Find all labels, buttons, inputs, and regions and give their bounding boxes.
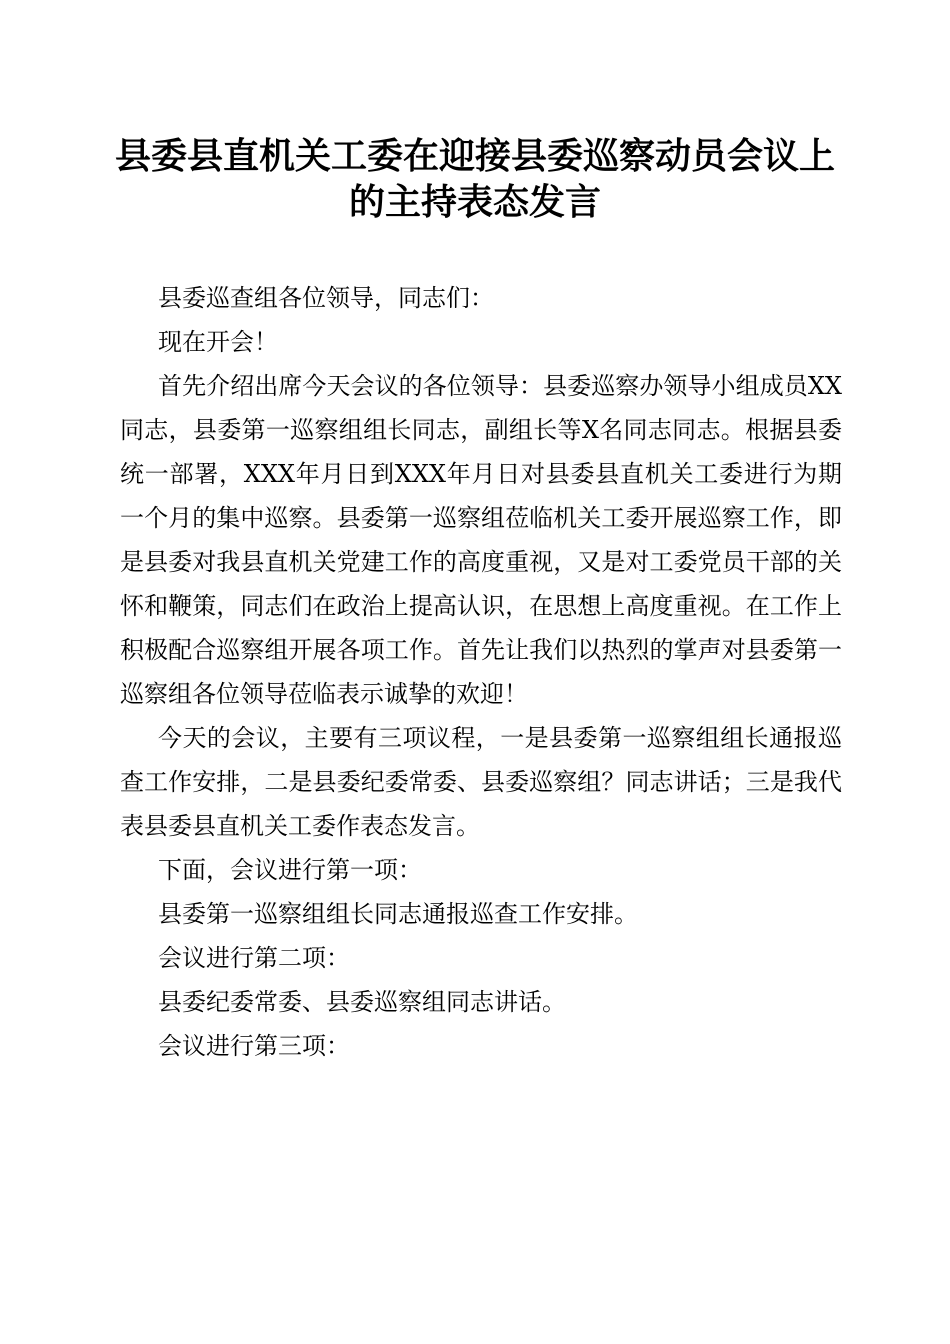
paragraph-agenda: 今天的会议，主要有三项议程，一是县委第一巡察组组长通报巡查工作安排，二是县委纪委常委、县委巡察组？同志讲话；三是我代表县委县直机关工委作表态发言。 — [120, 724, 842, 840]
paragraph-item-1-content: 县委第一巡察组组长同志通报巡查工作安排。 — [158, 900, 638, 928]
paragraph-item-2-heading: 会议进行第二项： — [158, 944, 350, 972]
paragraph-introduction: 首先介绍出席今天会议的各位领导：县委巡察办领导小组成员XX同志，县委第一巡察组组长同志，副组长等X名同志同志。根据县委统一部署，XXX年月日到XXX年月日对县委县直机关工委进行为期一个月的集中巡察。县委第一巡察组莅临机关工委开展巡察工作，即是县委对我县直机关党建工作的高度重视，又是对工委党员干部的关怀和鞭策，同志们在政治上提高认识，在思想上高度重视。在工作上积极配合巡察组开展各项工作。首先让我们以热烈的掌声对县委第一巡察组各位领导莅临表示诚挚的欢迎！ — [120, 372, 842, 708]
title-line-2: 的主持表态发言 — [348, 181, 601, 223]
paragraph-salutation: 县委巡查组各位领导，同志们： — [158, 284, 494, 312]
paragraph-item-1-heading: 下面，会议进行第一项： — [158, 856, 422, 884]
document-title — [100, 133, 850, 225]
paragraph-item-2-content: 县委纪委常委、县委巡察组同志讲话。 — [158, 988, 566, 1016]
paragraph-opening: 现在开会！ — [158, 328, 278, 356]
title-line-1: 县委县直机关工委在迎接县委巡察动员会议上 — [114, 135, 835, 177]
document-body — [120, 276, 842, 1068]
paragraph-item-3-heading: 会议进行第三项： — [158, 1032, 350, 1060]
